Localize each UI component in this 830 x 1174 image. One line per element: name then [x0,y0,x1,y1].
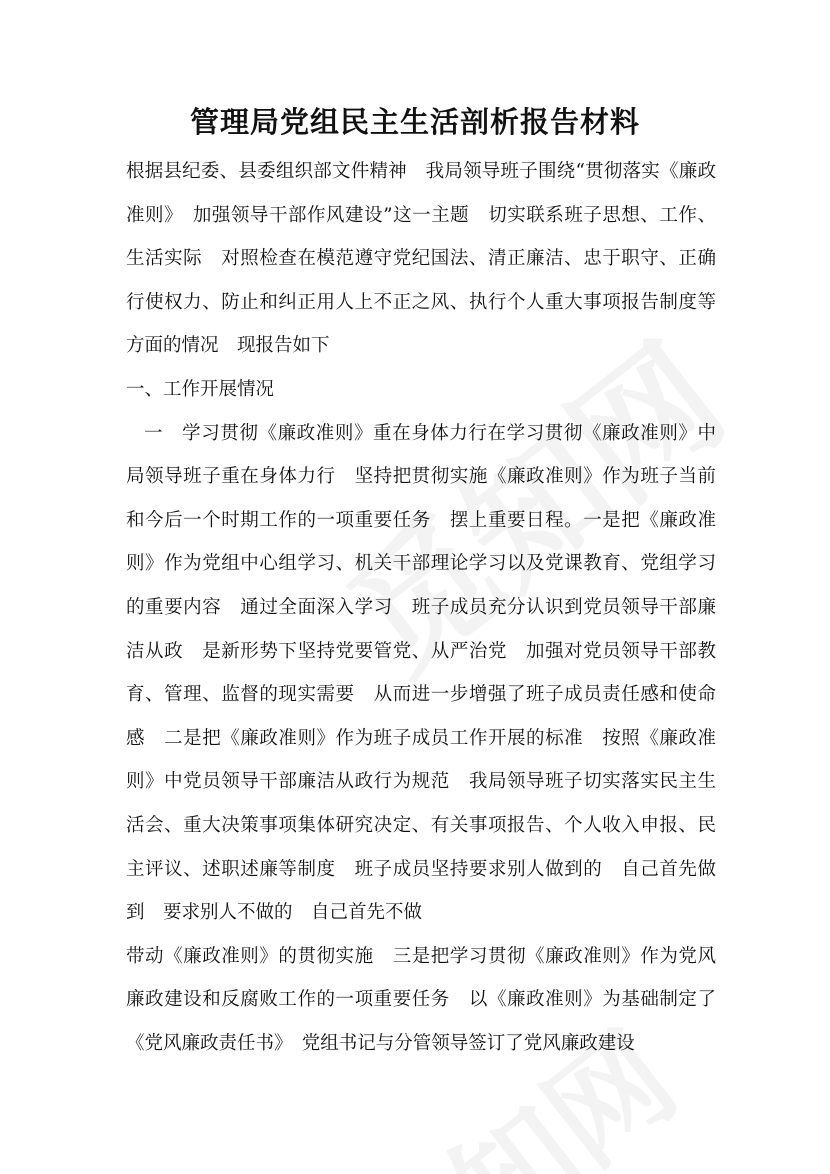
body-paragraph-continued: 带动《廉政准则》的贯彻实施 三是把学习贯彻《廉政准则》作为党风廉政建设和反腐败工作的一项重要任务 以《廉政准则》为基础制定了《党风廉政责任书》 党组书记与分管领导签订了党风廉政建设 [126,945,716,1054]
section-heading: 一、工作开展情况 [126,378,275,400]
intro-paragraph: 根据县纪委、县委组织部文件精神 我局领导班子围绕“贯彻落实《廉政准则》 加强领导干部作风建设”这一主题 切实联系班子思想、工作、生活实际 对照检查在模范遵守党纪国法、清正廉洁、忠于职守、正确行使权力、防止和纠正用人上不正之风、执行个人重大事项报告制度等方面的情况 现报告如下 [126,161,716,357]
document-body [126,150,735,1065]
document-title: 管理局党组民主生活剖析报告材料 [189,105,640,139]
body-paragraph: 一 学习贯彻《廉政准则》重在身体力行在学习贯彻《廉政准则》中 局领导班子重在身体力行 坚持把贯彻实施《廉政准则》作为班子当前和今后一个时期工作的一项重要任务 摆上重要日程。一是把《廉政准则》作为党组中心组学习、机关干部理论学习以及党课教育、党组学习的重要内容 通过全面深入学习 班子成员充分认识到党员领导干部廉洁从政 是新形势下坚持党要管党、从严治党 加强对党员领导干部教育、管理、监督的现实需要 从而进一步增强了班子成员责任感和使命感 二是把《廉政准则》作为班子成员工作开展的标准 按照《廉政准则》中党员领导干部廉洁从政行为规范 我局领导班子切实落实民主生活会、重大决策事项集体研究决定、有关事项报告、个人收入申报、民主评议、述职述廉等制度 班子成员坚持要求别人做到的 自己首先做到 要求别人不做的 自己首先不做 [126,422,735,924]
